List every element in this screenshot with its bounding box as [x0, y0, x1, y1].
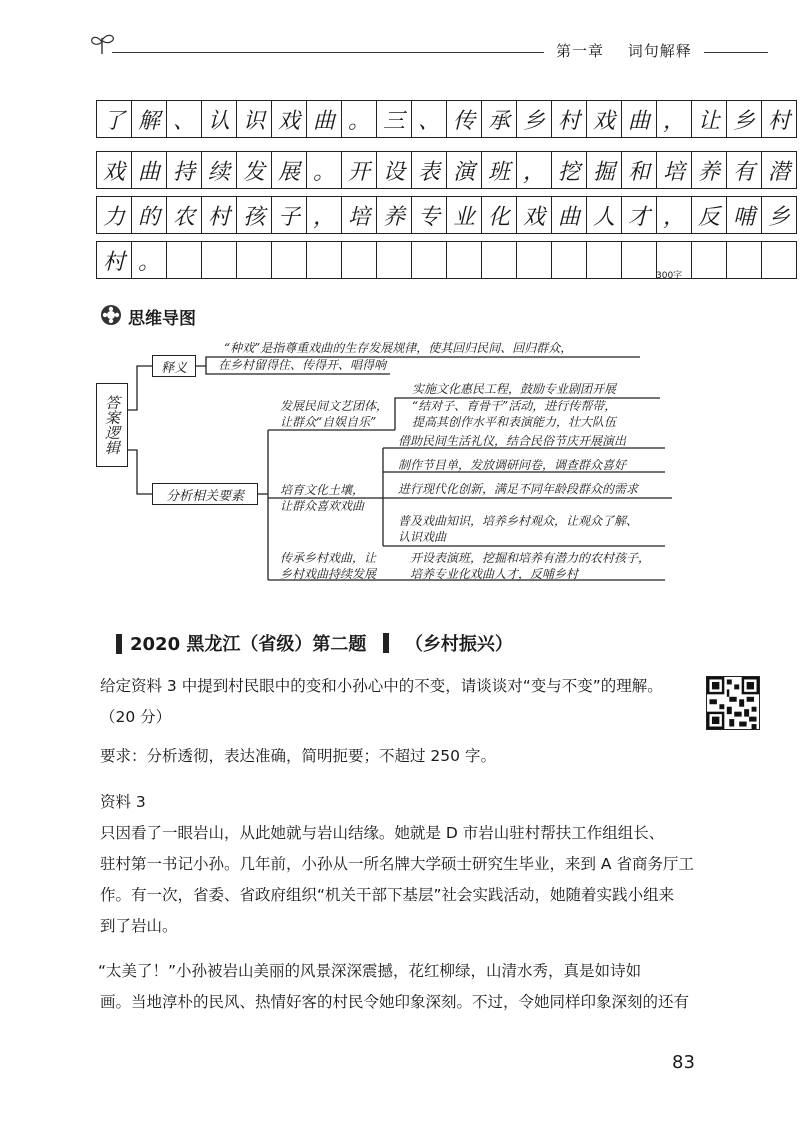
title-bar-marker-2 — [383, 633, 389, 653]
qr-code-icon[interactable] — [706, 676, 760, 730]
grid-cell: 曲 — [551, 196, 587, 234]
grid-cell: 。 — [306, 151, 342, 189]
grid-cell: 展 — [271, 151, 307, 189]
grid-cell: 专 — [411, 196, 447, 234]
definition-text-1: “种戏”是指尊重戏曲的生存发展规律，使其回归民间、回归群众， — [224, 341, 573, 355]
grid-cell: ， — [306, 196, 342, 234]
grid-cell: 。 — [131, 241, 167, 279]
grid-cell: 的 — [131, 196, 167, 234]
sub2-item: 借助民间生活礼仪，结合民俗节庆开展演出 — [398, 434, 627, 448]
sub2-item: 进行现代化创新，满足不同年龄段群众的需求 — [398, 482, 639, 496]
grid-cell: 曲 — [131, 151, 167, 189]
grid-cell: 孩 — [236, 196, 272, 234]
grid-cell: ， — [656, 196, 692, 234]
grid-cell: 戏 — [586, 100, 622, 138]
grid-cell: ， — [516, 151, 552, 189]
grid-cell: 解 — [131, 100, 167, 138]
sub3-detail-2: 培养专业化戏曲人才，反哺乡村 — [410, 567, 579, 581]
grid-cell: 持 — [166, 151, 202, 189]
grid-cell: 村 — [761, 100, 797, 138]
grid-cell: 才 — [621, 196, 657, 234]
grid-cell: 子 — [271, 196, 307, 234]
grid-cell: 让 — [691, 100, 727, 138]
grid-cell: 乡 — [516, 100, 552, 138]
sub2-item: 认识戏曲 — [398, 530, 447, 544]
grid-cell: 曲 — [621, 100, 657, 138]
grid-cell: 传 — [446, 100, 482, 138]
branch-definition: 释义 — [152, 355, 196, 377]
sub2-label-2: 让群众喜欢戏曲 — [280, 499, 365, 513]
grid-cell: 戏 — [96, 151, 132, 189]
grid-cell: 戏 — [516, 196, 552, 234]
grid-cell: 、 — [411, 100, 447, 138]
question-title: 2020 黑龙江（省级）第二题 （乡村振兴） — [130, 634, 513, 655]
grid-cell: 化 — [481, 196, 517, 234]
grid-cell: 培 — [656, 151, 692, 189]
sub1-label-1: 发展民间文艺团体， — [280, 399, 389, 413]
grid-cell: 人 — [586, 196, 622, 234]
material-label: 资料 3 — [100, 793, 146, 811]
grid-cell: 潜 — [761, 151, 797, 189]
grid-cell: 、 — [166, 100, 202, 138]
grid-cell: 曲 — [306, 100, 342, 138]
grid-cell: 表 — [411, 151, 447, 189]
grid-cell: 。 — [341, 100, 377, 138]
grid-cell: 反 — [691, 196, 727, 234]
grid-cell: 发 — [236, 151, 272, 189]
mindmap-root: 答案逻辑 — [96, 383, 128, 467]
grid-cell: 掘 — [586, 151, 622, 189]
grid-cell: 开 — [341, 151, 377, 189]
grid-cell: 业 — [446, 196, 482, 234]
branch-analysis: 分析相关要素 — [152, 483, 258, 505]
section-label: 词句解释 — [627, 42, 692, 60]
grid-cell: 有 — [726, 151, 762, 189]
question-requirement: 要求：分析透彻，表达准确，简明扼要；不超过 250 字。 — [100, 747, 496, 765]
grid-cell: 哺 — [726, 196, 762, 234]
sub2-label-1: 培育文化土壤， — [280, 483, 365, 497]
grid-cell: 认 — [201, 100, 237, 138]
sub3-detail-1: 开设表演班，挖掘和培养有潜力的农村孩子， — [410, 551, 651, 565]
grid-cell: 和 — [621, 151, 657, 189]
grid-cell: 演 — [446, 151, 482, 189]
title-bar-marker — [116, 634, 122, 654]
grid-cell: 村 — [96, 241, 132, 279]
question-prompt: 给定资料 3 中提到村民眼中的变和小孙心中的不变，请谈谈对“变与不变”的理解。 （20 分） — [100, 677, 663, 726]
grid-cell: 了 — [96, 100, 132, 138]
grid-cell: ， — [656, 100, 692, 138]
material-paragraph-2: “太美了！”小孙被岩山美丽的风景深深震撼，花红柳绿，山清水秀，真是如诗如 画。当地淳朴的民风、热情好客的村民令她印象深刻。不过，令她同样印象深刻的还有 — [98, 962, 690, 1011]
grid-cell: 力 — [96, 196, 132, 234]
grid-cell: 乡 — [726, 100, 762, 138]
sub2-item: 制作节目单，发放调研问卷，调查群众喜好 — [398, 458, 627, 472]
grid-cell: 识 — [236, 100, 272, 138]
mindmap-heading: 思维导图 — [128, 309, 196, 329]
word-count: 300字 — [656, 271, 683, 281]
grid-cell: 设 — [376, 151, 412, 189]
page-number: 83 — [672, 1052, 695, 1073]
sub1-detail-1: 实施文化惠民工程，鼓励专业剧团开展 — [412, 382, 617, 396]
grid-cell: 班 — [481, 151, 517, 189]
grid-cell: 村 — [551, 100, 587, 138]
sub2-item: 普及戏曲知识，培养乡村观众，让观众了解、 — [398, 514, 639, 528]
grid-cell: 三 — [376, 100, 412, 138]
grid-cell: 承 — [481, 100, 517, 138]
grid-cell: 乡 — [761, 196, 797, 234]
grid-cell: 村 — [201, 196, 237, 234]
grid-cell: 养 — [376, 196, 412, 234]
sub1-label-2: 让群众“自娱自乐” — [280, 415, 377, 429]
grid-cell: 挖 — [551, 151, 587, 189]
sub3-label-2: 乡村戏曲持续发展 — [280, 567, 377, 581]
grid-cell: 续 — [201, 151, 237, 189]
grid-cell: 养 — [691, 151, 727, 189]
sub3-label-1: 传承乡村戏曲，让 — [280, 551, 377, 565]
chapter-label: 第一章 — [556, 42, 605, 60]
grid-cell: 农 — [166, 196, 202, 234]
grid-cell: 培 — [341, 196, 377, 234]
material-paragraph-1: 只因看了一眼岩山，从此她就与岩山结缘。她就是 D 市岩山驻村帮扶工作组组长、 驻村第一书记小孙。几年前，小孙从一所名牌大学硕士研究生毕业，来到 A 省商务厅工 作。有一次，省委、省政府组织“机关干部下基层”社会实践活动，她随着实践小组来 到了岩山。 — [100, 824, 694, 935]
grid-cell: 戏 — [271, 100, 307, 138]
sub1-detail-2: “结对子、育骨干”活动，进行传帮带， — [412, 399, 617, 413]
sub1-detail-3: 提高其创作水平和表演能力，壮大队伍 — [412, 415, 617, 429]
definition-text-2: 在乡村留得住、传得开、唱得响 — [218, 358, 387, 372]
